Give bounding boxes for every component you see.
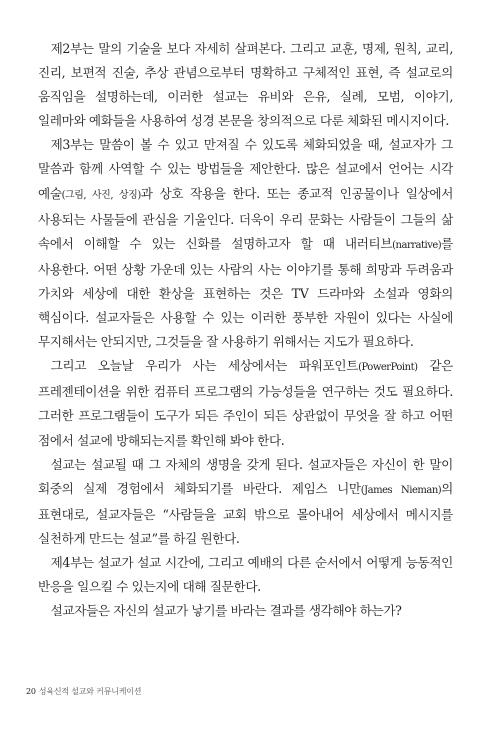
inline-note-nieman: (James Nieman)	[360, 484, 442, 496]
paragraph-part2	[38, 37, 453, 133]
paragraph-part2-text: 제2부는 말의 기술을 보다 자세히 살펴본다. 그리고 교훈, 명제, 원칙, 교리, 진리, 보편적 진술, 추상 관념으로부터 명확하고 구체적인 표현, 즉 설교로의 움직임을 설명하는데, 이러한 설교는 유비와 은유, 실례, 모범, 이야기, 일레마와 예화들을 사용하여 성경 본문을 창의적으로 다룬 체화된 메시지이다.	[38, 41, 453, 129]
paragraph-powerpoint	[38, 354, 453, 452]
paragraph-part3-text-a: 제3부는 말씀이 볼 수 있고 만져질 수 있도록 체화되었을 때, 설교자가 그 말씀과 함께 사역할 수 있는 방법들을 제안한다. 많은 설교에서 언어는 시각 예술	[38, 137, 453, 201]
paragraph-question-text: 설교자들은 자신의 설교가 낳기를 바라는 결과를 생각해야 하는가?	[50, 603, 402, 619]
inline-note-art-examples: (그림, 사진, 상징)	[61, 189, 141, 201]
page-footer	[26, 686, 141, 697]
paragraph-part3	[38, 133, 453, 354]
paragraph-part4-text: 제4부는 설교가 설교 시간에, 그리고 예배의 다른 순서에서 어떻게 능동적인 반응을 일으킬 수 있는지에 대해 질문한다.	[38, 554, 453, 595]
paragraph-powerpoint-text-a: 그리고 오늘날 우리가 사는 세상에서는 파워포인트	[50, 358, 359, 374]
paragraph-sermon-life-text-b: 의 표현대로, 설교자들은 “사람들을 교회 밖으로 몰아내어 세상에서 메시지를 실천하게 만드는 설교”를 하길 원한다.	[38, 480, 453, 546]
paragraph-powerpoint-text-b: 같은 프레젠테이션을 위한 컴퓨터 프로그램의 가능성들을 연구하는 것도 필요하다. 그러한 프로그램들이 도구가 되든 주인이 되든 상관없이 무엇을 잘 하고 어떤 점에서 설교에 방해되는지를 확인해 봐야 한다.	[38, 358, 453, 448]
page-number: 20	[26, 687, 36, 696]
paragraph-sermon-life-text-a: 설교는 설교될 때 그 자체의 생명을 갖게 된다. 설교자들은 자신이 한 말이 회중의 실제 경험에서 체화되기를 바란다. 제임스 니만	[38, 456, 453, 496]
page-body	[38, 37, 453, 623]
paragraph-question	[38, 599, 453, 623]
running-title: 성육신적 설교와 커뮤니케이션	[38, 687, 142, 696]
paragraph-sermon-life	[38, 453, 453, 551]
paragraph-part3-text-c: 를 사용한다. 어떤 상황 가운데 있는 사람의 사는 이야기를 통해 희망과 두려움과 가치와 세상에 대한 환상을 표현하는 것은 TV 드라마와 소설과 영화의 핵심이다. 설교자들은 사용할 수 있는 이러한 풍부한 자원이 있다는 사실에 무지해서는 안되지만, 그것들을 잘 사용하기 위해서는 지도가 필요하다.	[38, 235, 453, 350]
paragraph-part4	[38, 551, 453, 599]
inline-note-narrative: (narrative)	[392, 239, 442, 251]
inline-note-powerpoint: (PowerPoint)	[358, 362, 418, 374]
paragraph-part3-text-b: 과 상호 작용을 한다. 또는 종교적 인공물이나 일상에서 사용되는 사물들에 관심을 기울인다. 더욱이 우리 문화는 사람들이 그들의 삶 속에서 이해할 수 있는 신화를 설명하고자 할 때 내러티브	[38, 185, 454, 251]
